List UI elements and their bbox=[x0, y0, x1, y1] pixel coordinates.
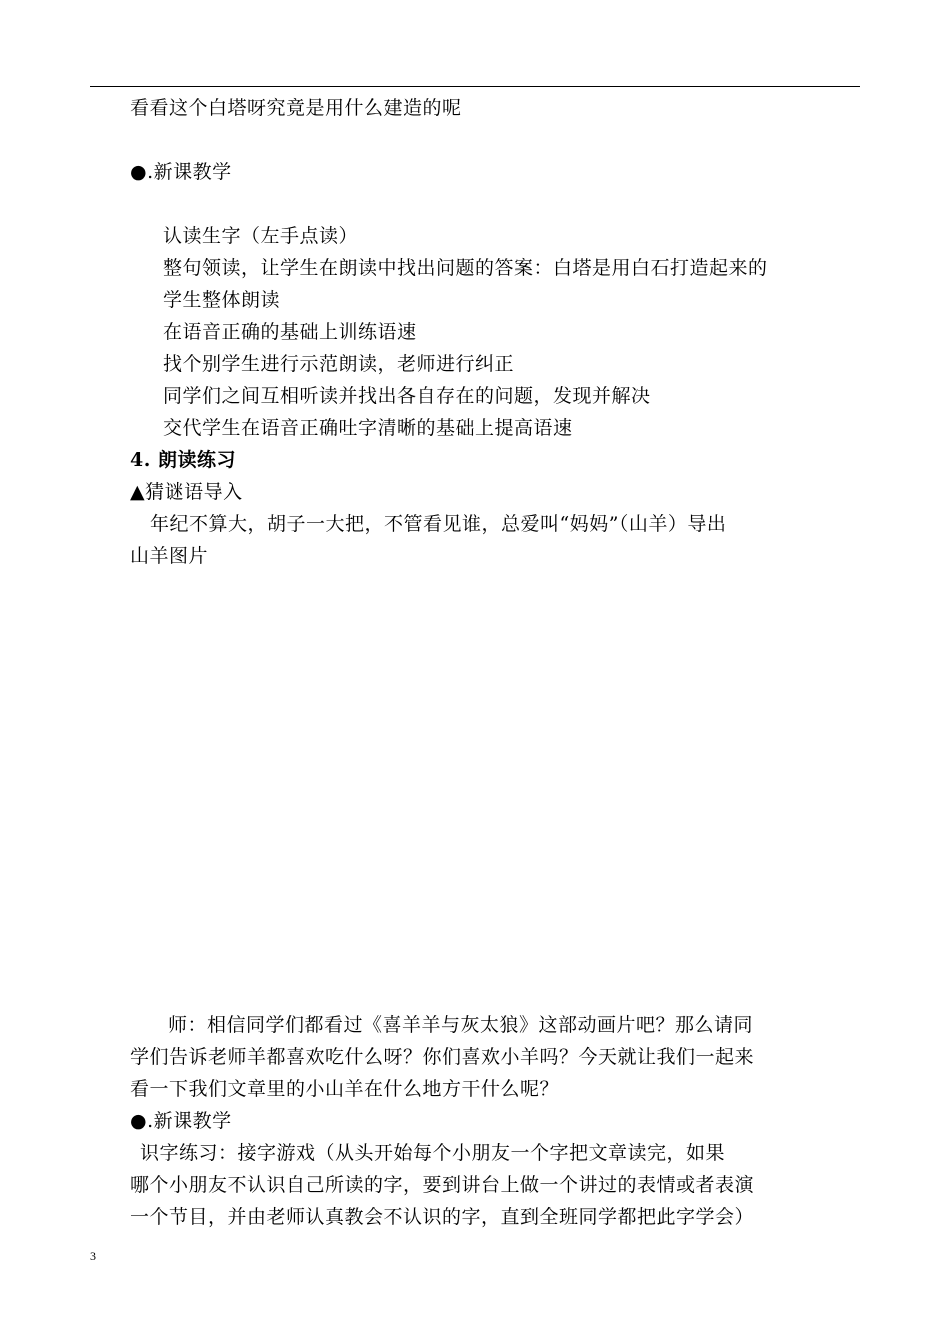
paragraph-line: 山羊图片 bbox=[130, 545, 209, 567]
list-item: 在语音正确的基础上训练语速 bbox=[163, 321, 417, 343]
section-heading-new-lesson: ●.新课教学 bbox=[130, 1110, 232, 1132]
paragraph-line: 哪个小朋友不认识自己所读的字，要到讲台上做一个讲过的表情或者表演 bbox=[130, 1174, 755, 1196]
section-heading-new-lesson: ●.新课教学 bbox=[130, 161, 232, 183]
text-line: 看看这个白塔呀究竟是用什么建造的呢 bbox=[130, 97, 462, 119]
paragraph-line: 学们告诉老师羊都喜欢吃什么呀？你们喜欢小羊吗？今天就让我们一起来 bbox=[130, 1046, 755, 1068]
paragraph-line: 一个节目，并由老师认真教会不认识的字，直到全班同学都把此字学会） bbox=[130, 1206, 755, 1228]
paragraph-line: 年纪不算大，胡子一大把，不管看见谁，总爱叫“妈妈”（山羊）导出 bbox=[150, 513, 727, 535]
list-item: 整句领读，让学生在朗读中找出问题的答案：白塔是用白石打造起来的 bbox=[163, 257, 768, 279]
list-item: 认读生字（左手点读） bbox=[163, 225, 359, 247]
header-rule bbox=[90, 86, 860, 87]
section-heading-reading-practice: 4. 朗读练习 bbox=[130, 449, 236, 471]
page-number: 3 bbox=[90, 1249, 96, 1263]
list-item: 交代学生在语音正确吐字清晰的基础上提高语速 bbox=[163, 417, 573, 439]
paragraph-line: 识字练习：接字游戏（从头开始每个小朋友一个字把文章读完，如果 bbox=[140, 1142, 726, 1164]
subheading-riddle: ▲猜谜语导入 bbox=[130, 481, 243, 503]
list-item: 同学们之间互相听读并找出各自存在的问题，发现并解决 bbox=[163, 385, 651, 407]
paragraph-line: 看一下我们文章里的小山羊在什么地方干什么呢？ bbox=[130, 1078, 560, 1100]
paragraph-line: 师：相信同学们都看过《喜羊羊与灰太狼》这部动画片吧？那么请同 bbox=[168, 1014, 754, 1036]
list-item: 学生整体朗读 bbox=[163, 289, 281, 311]
list-item: 找个别学生进行示范朗读，老师进行纠正 bbox=[163, 353, 515, 375]
